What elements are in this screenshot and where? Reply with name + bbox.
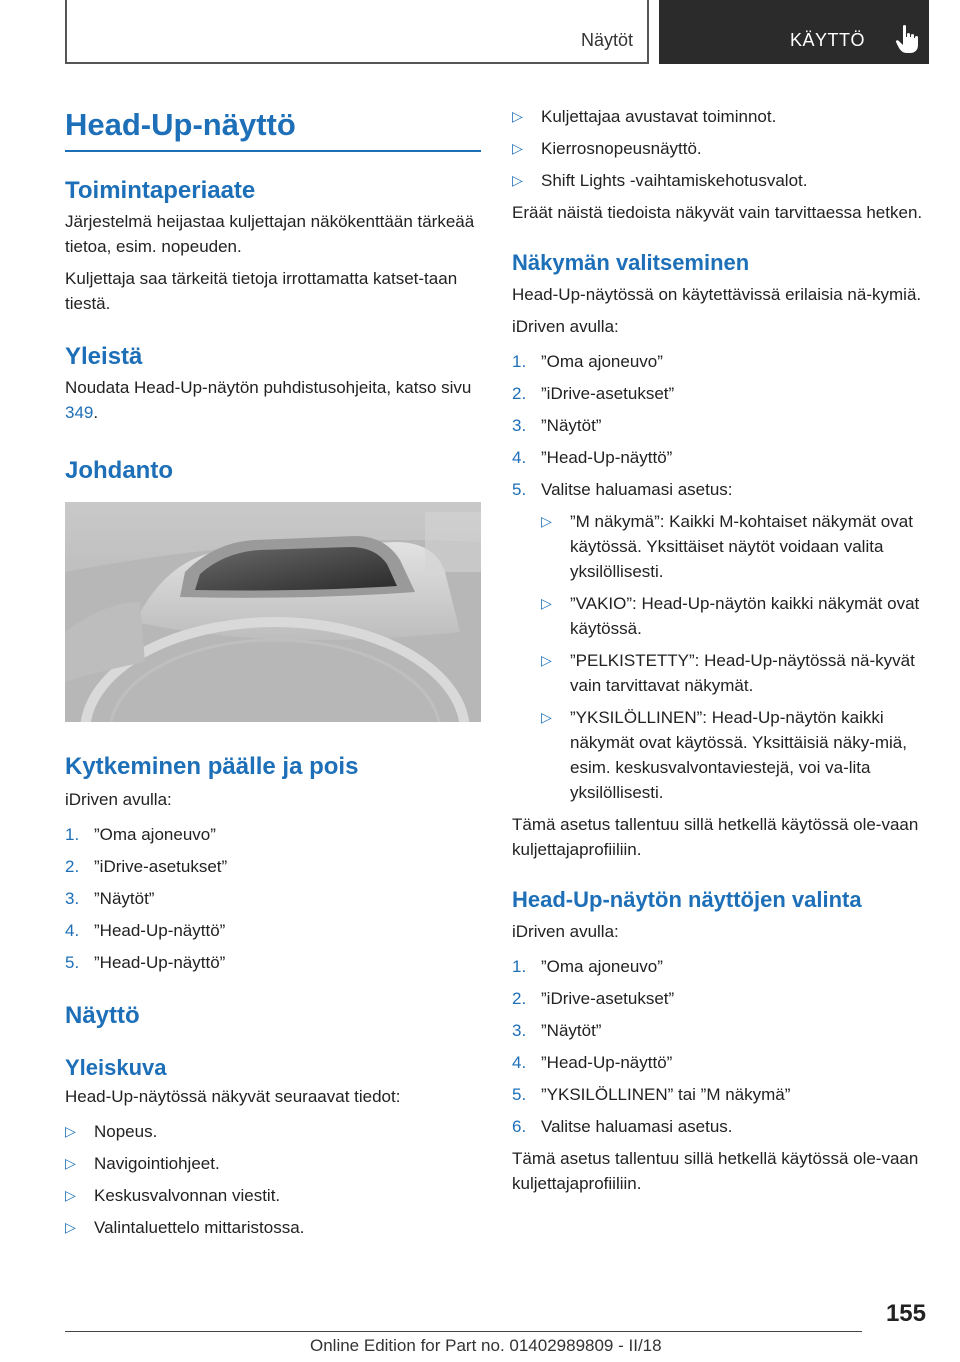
bullet-text: Navigointiohjeet. [94, 1154, 220, 1173]
paragraph: Järjestelmä heijastaa kuljettajan näkökenttään tärkeää tietoa, esim. nopeuden. [65, 212, 475, 256]
list-item [65, 950, 481, 975]
step-text: ”Head-Up-näyttö” [94, 921, 226, 940]
heading-toimintaperiaate: Toimintaperiaate [65, 177, 256, 204]
triangle-bullet-icon: ▷ [65, 1155, 76, 1171]
list-item [65, 1151, 481, 1176]
left-column [65, 100, 481, 1247]
step-text: ”iDrive-asetukset” [94, 857, 228, 876]
list-item [512, 1018, 928, 1043]
list-item [65, 918, 481, 943]
heading-johdanto: Johdanto [65, 457, 173, 484]
list-item [512, 986, 928, 1011]
step-number: 3. [512, 1021, 527, 1040]
header-chapter-tab [659, 0, 929, 64]
step-number: 6. [512, 1117, 527, 1136]
list-item [65, 822, 481, 847]
step-number: 4. [65, 921, 80, 940]
page-link[interactable]: 349 [65, 403, 94, 422]
step-number: 5. [512, 1085, 527, 1104]
step-text: ”iDrive-asetukset” [541, 384, 675, 403]
bullet-text: Shift Lights -vaihtamiskehotusvalot. [541, 171, 808, 190]
list-item [512, 1114, 928, 1139]
step-number: 5. [512, 480, 527, 499]
paragraph: Tämä asetus tallentuu sillä hetkellä käytössä ole-vaan kuljettajaprofiiliin. [512, 1149, 919, 1193]
step-number: 4. [512, 448, 527, 467]
step-text: ”Head-Up-näyttö” [94, 953, 226, 972]
step-text: ”YKSILÖLLINEN” tai ”M näkymä” [541, 1085, 791, 1104]
option-text: ”VAKIO”: Head-Up-näytön kaikki näkymät ovat käytössä. [570, 594, 920, 638]
option-text: ”YKSILÖLLINEN”: Head-Up-näytön kaikki näkymät ovat käytössä. Yksittäisiä näky-miä, esim. keskusvalvontaviestejä, voi va-lita yksilöllisesti. [570, 708, 907, 802]
options-list [541, 509, 928, 805]
step-text: ”Näytöt” [94, 889, 155, 908]
step-text: ”Näytöt” [541, 1021, 602, 1040]
list-item [65, 886, 481, 911]
list-item [512, 349, 928, 374]
heading-yleista: Yleistä [65, 343, 143, 370]
step-number: 2. [512, 989, 527, 1008]
step-number: 2. [512, 384, 527, 403]
list-item [512, 1050, 928, 1075]
step-text: ”Head-Up-näyttö” [541, 448, 673, 467]
list-item [512, 954, 928, 979]
page-title: Head-Up-näyttö [65, 107, 296, 142]
bullet-text: Nopeus. [94, 1122, 158, 1141]
step-number: 5. [65, 953, 80, 972]
list-item [541, 509, 928, 584]
triangle-bullet-icon: ▷ [65, 1219, 76, 1235]
paragraph: iDriven avulla: [512, 922, 619, 941]
list-item [512, 168, 928, 193]
step-text: Valitse haluamasi asetus. [541, 1117, 733, 1136]
bullet-text: Valintaluettelo mittaristossa. [94, 1218, 305, 1237]
list-item [512, 381, 928, 406]
step-text: ”Oma ajoneuvo” [541, 957, 663, 976]
step-number: 3. [512, 416, 527, 435]
list-item [512, 413, 928, 438]
paragraph: iDriven avulla: [65, 790, 172, 809]
list-item [512, 477, 928, 502]
paragraph-text: Noudata Head-Up-näytön puhdistusohjeita, katso sivu [65, 378, 472, 397]
step-number: 1. [512, 352, 527, 371]
right-column [512, 100, 928, 1196]
step-number: 3. [65, 889, 80, 908]
paragraph: Kuljettaja saa tärkeitä tietoja irrottamatta katset-taan tiestä. [65, 269, 458, 313]
list-item [512, 136, 928, 161]
steps-list-nakyma [512, 349, 928, 502]
paragraph-text: . [93, 403, 99, 422]
triangle-bullet-icon: ▷ [512, 108, 523, 124]
steps-list-kytkeminen [65, 822, 481, 975]
bullet-text: Keskusvalvonnan viestit. [94, 1186, 281, 1205]
list-item [512, 445, 928, 470]
list-item [65, 854, 481, 879]
heading-valinta: Head-Up-näytön näyttöjen valinta [512, 887, 862, 912]
step-text: ”iDrive-asetukset” [541, 989, 675, 1008]
list-item [541, 591, 928, 641]
bullet-list-continued [512, 104, 928, 193]
step-text: ”Oma ajoneuvo” [94, 825, 216, 844]
bullet-list-naytto [65, 1119, 481, 1240]
option-text: ”PELKISTETTY”: Head-Up-näytössä nä-kyvät vain tarvittavat näkymät. [570, 651, 915, 695]
list-item [65, 1183, 481, 1208]
paragraph: Head-Up-näytössä on käytettävissä erilaisia nä-kymiä. [512, 285, 922, 304]
triangle-bullet-icon: ▷ [65, 1123, 76, 1139]
step-text: ”Head-Up-näyttö” [541, 1053, 673, 1072]
step-number: 2. [65, 857, 80, 876]
bullet-text: Kierrosnopeusnäyttö. [541, 139, 702, 158]
footer-rule [65, 1331, 862, 1332]
list-item [512, 1082, 928, 1107]
chapter-label: KÄYTTÖ [790, 30, 866, 50]
list-item [65, 1119, 481, 1144]
triangle-bullet-icon: ▷ [541, 513, 552, 529]
list-item [512, 104, 928, 129]
heading-yleiskuva: Yleiskuva [65, 1055, 167, 1080]
list-item [541, 705, 928, 805]
step-text: ”Oma ajoneuvo” [541, 352, 663, 371]
head-up-display-photo [65, 502, 481, 722]
triangle-bullet-icon: ▷ [541, 595, 552, 611]
section-label: Näytöt [580, 30, 633, 50]
step-number: 4. [512, 1053, 527, 1072]
edition-text: Online Edition for Part no. 01402989809 - II/18 [310, 1336, 662, 1355]
step-text: ”Näytöt” [541, 416, 602, 435]
paragraph: Eräät näistä tiedoista näkyvät vain tarvittaessa hetken. [512, 203, 923, 222]
list-item [65, 1215, 481, 1240]
heading-kytkeminen: Kytkeminen päälle ja pois [65, 753, 359, 780]
triangle-bullet-icon: ▷ [541, 709, 552, 725]
option-text: ”M näkymä”: Kaikki M-kohtaiset näkymät ovat käytössä. Yksittäiset näytöt voidaan valita yksilöllisesti. [570, 512, 913, 581]
step-text: Valitse haluamasi asetus: [541, 480, 733, 499]
heading-naytto: Näyttö [65, 1002, 140, 1029]
triangle-bullet-icon: ▷ [65, 1187, 76, 1203]
step-number: 1. [512, 957, 527, 976]
page-number: 155 [885, 1300, 926, 1327]
step-number: 1. [65, 825, 80, 844]
steps-list-valinta [512, 954, 928, 1139]
triangle-bullet-icon: ▷ [541, 652, 552, 668]
heading-nakyma: Näkymän valitseminen [512, 250, 750, 275]
triangle-bullet-icon: ▷ [512, 140, 523, 156]
hand-pointer-icon [895, 24, 921, 54]
paragraph: iDriven avulla: [512, 317, 619, 336]
paragraph: Head-Up-näytössä näkyvät seuraavat tiedot: [65, 1087, 401, 1106]
list-item [541, 648, 928, 698]
bullet-text: Kuljettajaa avustavat toiminnot. [541, 107, 777, 126]
title-rule [65, 150, 481, 152]
paragraph: Tämä asetus tallentuu sillä hetkellä käytössä ole-vaan kuljettajaprofiiliin. [512, 815, 919, 859]
header-section-tab [65, 0, 649, 64]
paragraph-yleista [65, 375, 481, 425]
triangle-bullet-icon: ▷ [512, 172, 523, 188]
